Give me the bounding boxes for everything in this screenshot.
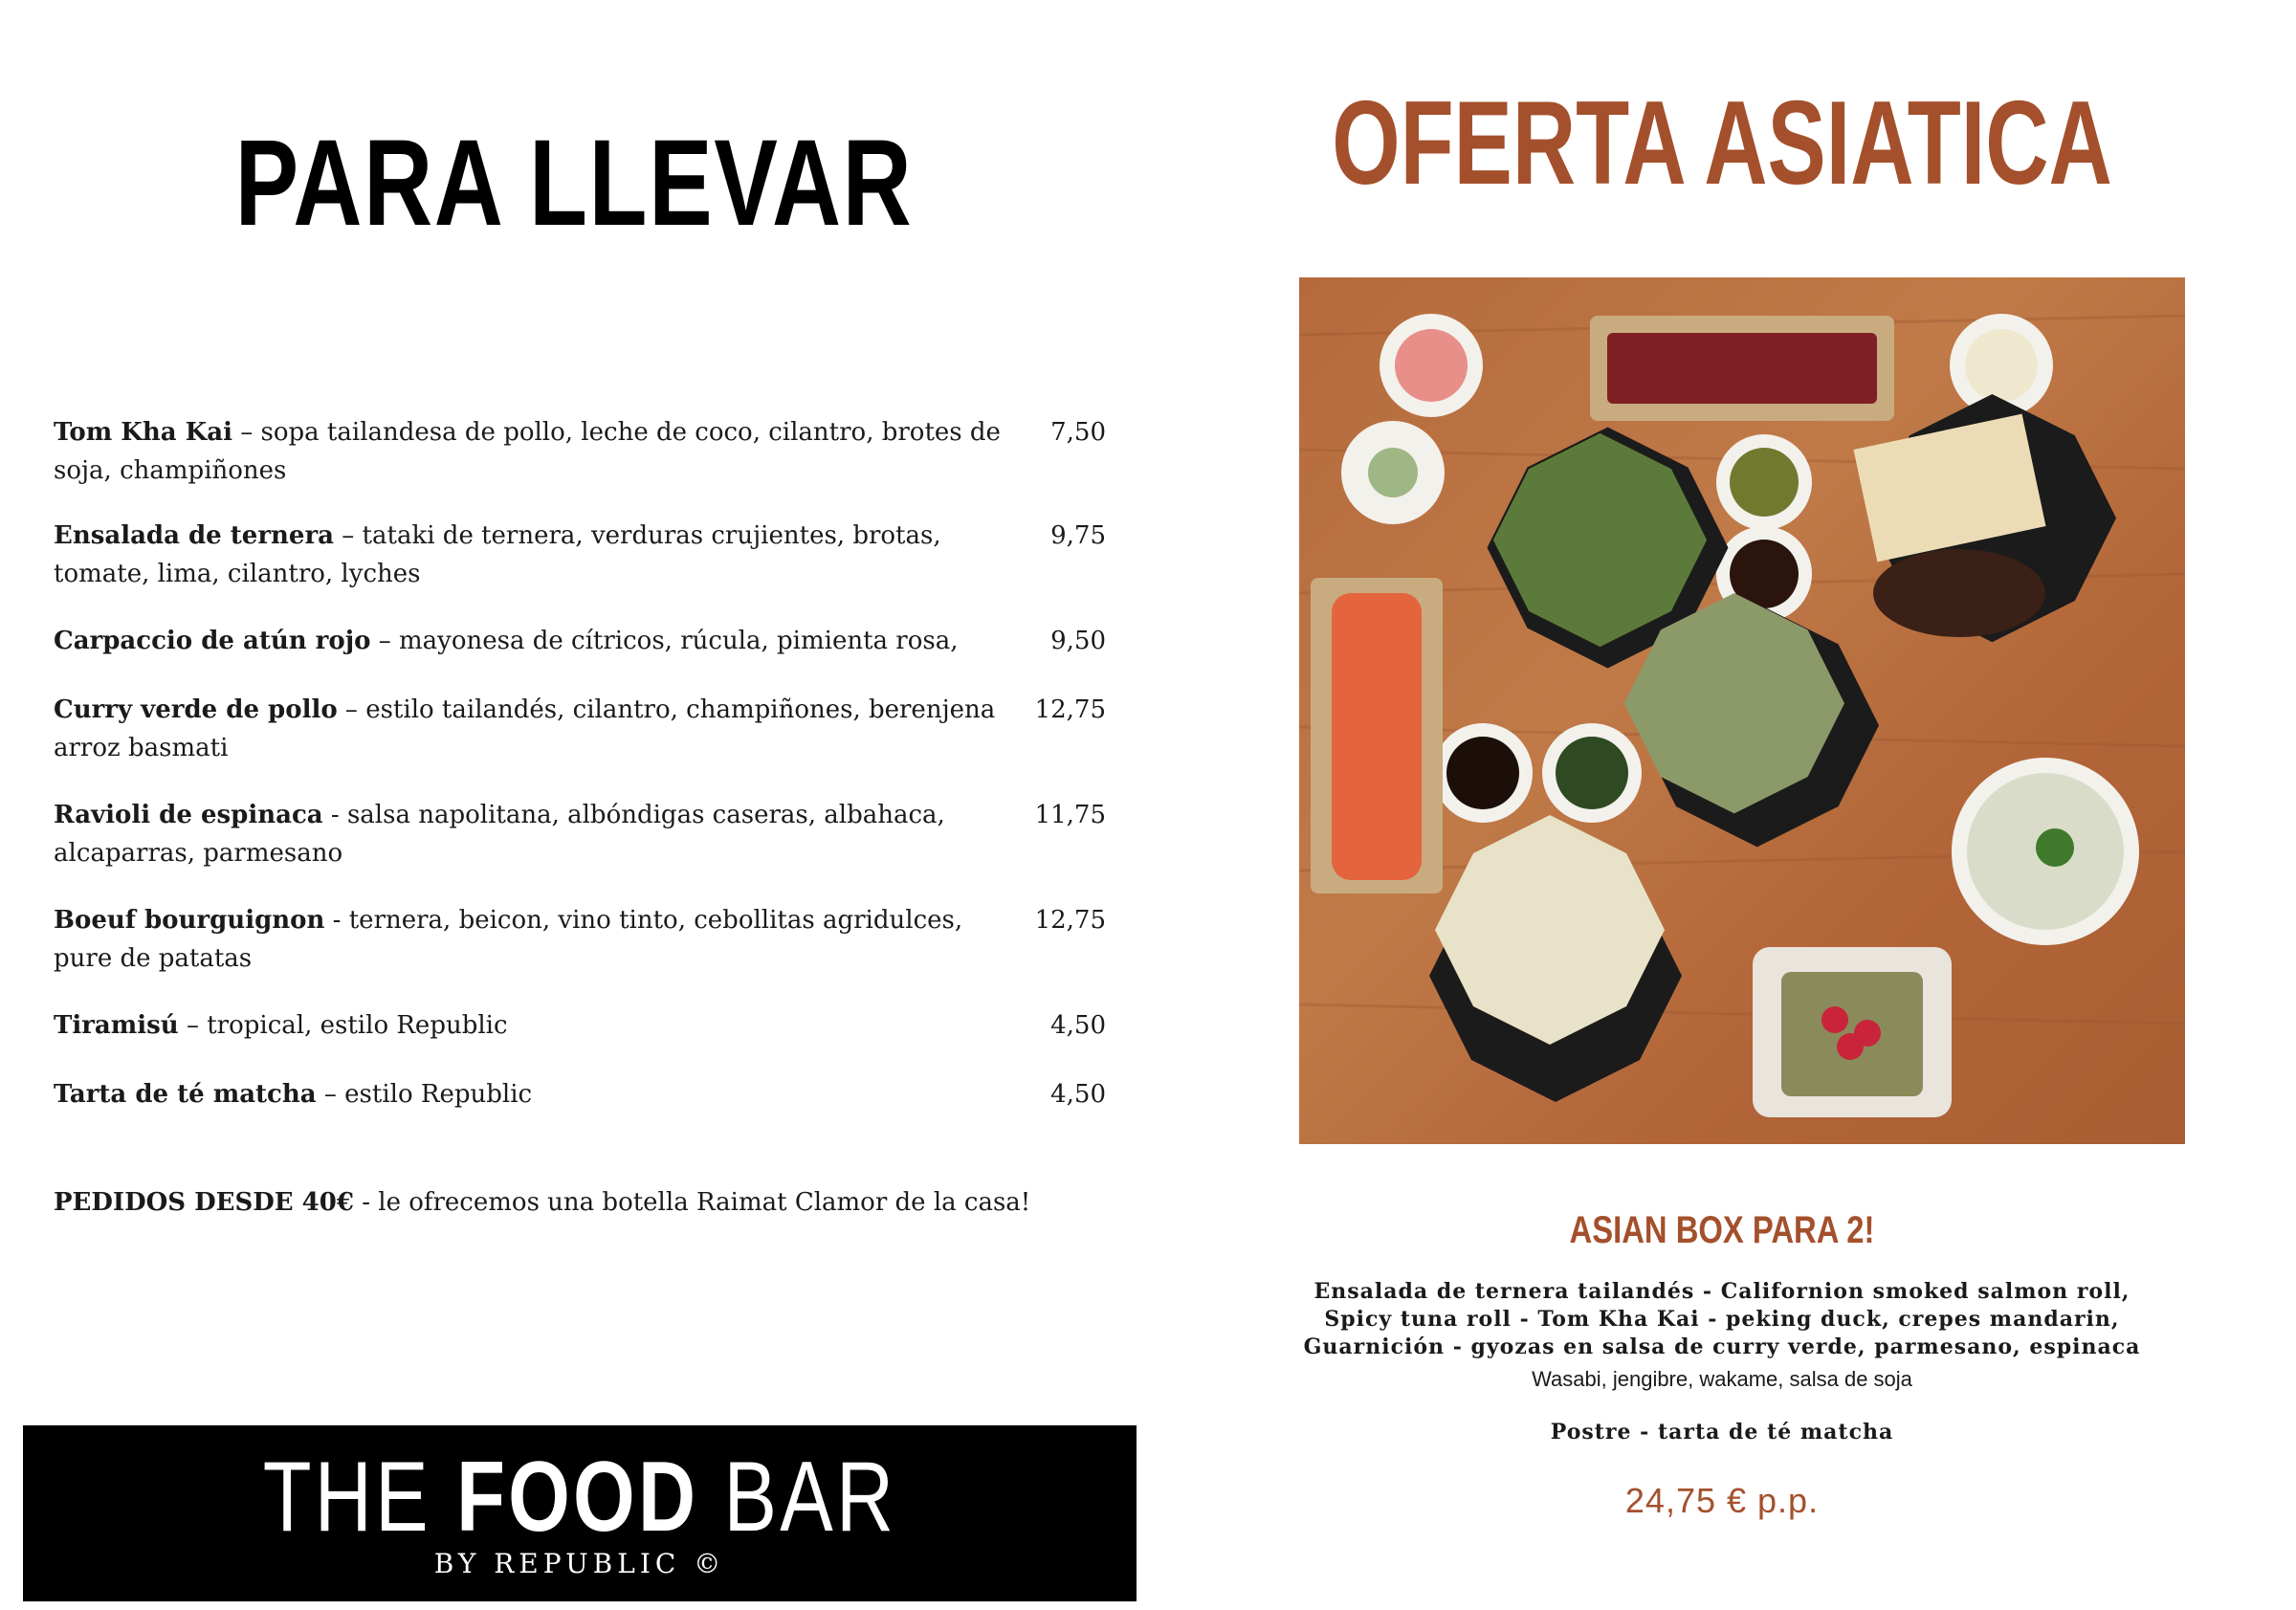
menu-item-description: – estilo tailandés, cilantro, champiñones, berenjena arroz basmati <box>54 695 996 762</box>
menu-item-description: – tataki de ternera, verduras crujientes, brotas, tomate, lima, cilantro, lyches <box>54 521 941 588</box>
menu-item-text <box>54 413 1020 490</box>
menu-item-price: 4,50 <box>1050 1080 1106 1109</box>
brand-bar-word: BAR <box>698 1442 897 1553</box>
menu-item-description: – tropical, estilo Republic <box>178 1011 508 1040</box>
menu-item-text <box>54 1006 1020 1045</box>
menu-item-description: - ternera, beicon, vino tinto, cebollitas agridulces, pure de patatas <box>54 906 963 973</box>
menu-item-price: 12,75 <box>1034 906 1106 935</box>
menu-item <box>54 517 1106 593</box>
menu-item <box>54 622 1106 660</box>
asian-box-contents <box>1148 1278 2296 1361</box>
menu-item-description: - salsa napolitana, albóndigas caseras, albahaca, alcaparras, parmesano <box>54 801 945 868</box>
asian-box-title: ASIAN BOX PARA 2! <box>1569 1209 1875 1251</box>
menu-item-text <box>54 691 1020 767</box>
menu-item <box>54 413 1106 490</box>
menu-item-price: 7,50 <box>1050 418 1106 447</box>
asian-box-dessert: Postre - tarta de té matcha <box>1550 1420 1894 1445</box>
brand-subtitle: BY REPUBLIC © <box>433 1548 726 1579</box>
menu-item <box>54 1006 1106 1045</box>
menu-item-text <box>54 901 1020 978</box>
asian-box-line: Spicy tuna roll - Tom Kha Kai - peking duck, crepes mandarin, <box>1324 1307 2120 1332</box>
menu-item-text <box>54 517 1020 593</box>
asian-box-price: 24,75 € p.p. <box>1624 1481 1820 1520</box>
asian-box-extras: Wasabi, jengibre, wakame, salsa de soja <box>1532 1367 1912 1391</box>
promo-headline: PEDIDOS DESDE 40€ <box>54 1188 354 1217</box>
menu-item-price: 9,50 <box>1050 627 1106 655</box>
food-photo-icon <box>1299 277 2185 1144</box>
menu-item-price: 4,50 <box>1050 1011 1106 1040</box>
asian-box-line: Guarnición - gyozas en salsa de curry verde, parmesano, espinaca <box>1303 1334 2141 1359</box>
menu-item-name: Tom Kha Kai <box>54 418 232 447</box>
brand-logo-bar <box>23 1425 1137 1601</box>
menu-item-price: 12,75 <box>1034 695 1106 724</box>
brand-the: THE <box>262 1442 457 1553</box>
page-title-oferta-asiatica: OFERTA ASIATICA <box>1332 77 2112 210</box>
menu-item <box>54 796 1106 872</box>
menu-item-name: Ensalada de ternera <box>54 521 335 550</box>
food-photo <box>1299 277 2185 1144</box>
menu-item-text <box>54 1075 1020 1114</box>
menu-item-description: – sopa tailandesa de pollo, leche de coco, cilantro, brotes de soja, champiñones <box>54 418 1001 485</box>
menu-item-price: 9,75 <box>1050 521 1106 550</box>
menu-item-name: Curry verde de pollo <box>54 695 338 724</box>
asian-box-line: Ensalada de ternera tailandés - Californion smoked salmon roll, <box>1314 1279 2130 1304</box>
menu-item <box>54 1075 1106 1114</box>
brand-food: FOOD <box>456 1442 699 1553</box>
menu-item-text <box>54 796 1020 872</box>
brand-name <box>134 1442 1025 1553</box>
menu-item-text <box>54 622 1020 660</box>
menu-item-name: Ravioli de espinaca <box>54 801 323 829</box>
menu-item-name: Carpaccio de atún rojo <box>54 627 371 655</box>
menu-item <box>54 691 1106 767</box>
menu-item-description: – mayonesa de cítricos, rúcula, pimienta rosa, <box>370 627 959 655</box>
menu-item-description: – estilo Republic <box>316 1080 533 1109</box>
order-promo <box>54 1183 1106 1222</box>
menu-item-name: Tiramisú <box>54 1011 179 1040</box>
promo-text: - le ofrecemos una botella Raimat Clamor de la casa! <box>353 1188 1031 1217</box>
menu-item <box>54 901 1106 978</box>
menu-item-name: Boeuf bourguignon <box>54 906 325 935</box>
menu-item-name: Tarta de té matcha <box>54 1080 317 1109</box>
menu-item-price: 11,75 <box>1034 801 1106 829</box>
page-title-para-llevar: PARA LLEVAR <box>234 115 914 252</box>
